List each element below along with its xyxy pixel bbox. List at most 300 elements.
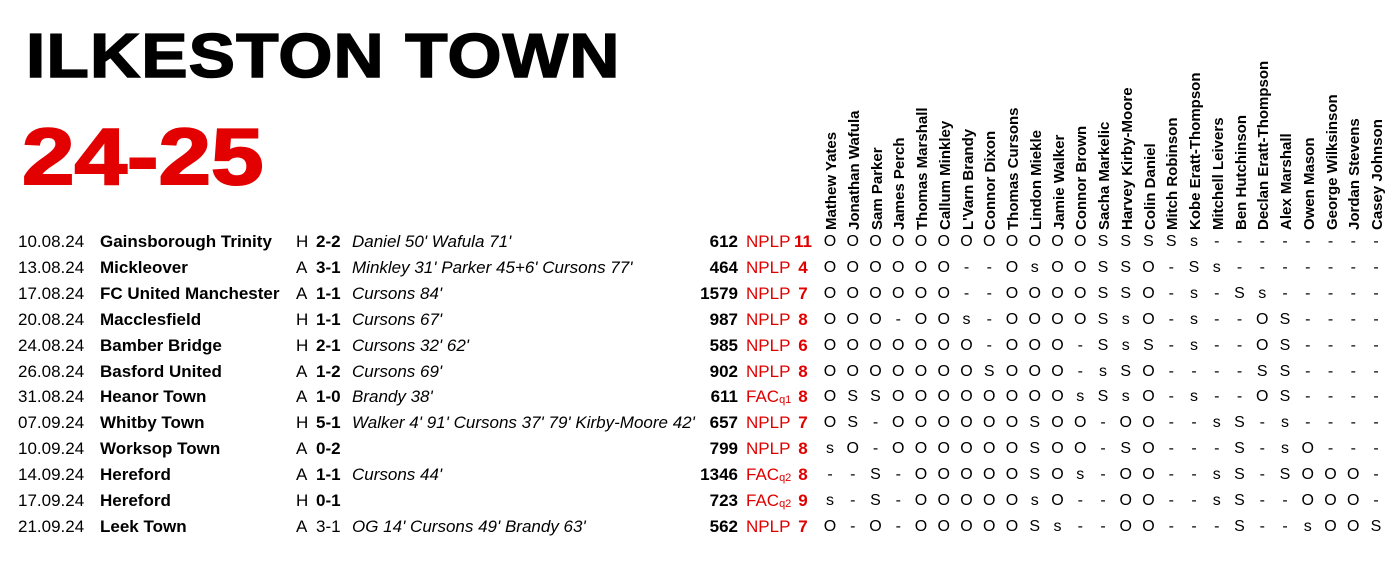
competition-round: q2 (779, 472, 792, 485)
appearance-mark: O (1051, 440, 1064, 458)
appearance-mark: O (960, 414, 973, 432)
appearance-mark: O (983, 233, 996, 250)
appearance-mark: s (1121, 336, 1130, 354)
appearance-mark: S (1097, 258, 1109, 276)
appearance-mark: O (1005, 440, 1019, 458)
opponent-name: Heanor Town (100, 387, 207, 407)
appearance-mark: O (1051, 310, 1064, 328)
appearance-mark: O (869, 310, 882, 328)
appearance-mark: O (960, 336, 973, 354)
player-name-header: George Wilksinson (1323, 94, 1341, 230)
appearance-mark: - (1214, 284, 1220, 302)
appearance-mark: S (1120, 233, 1132, 250)
appearance-mark: O (1324, 517, 1337, 535)
appearance-mark: O (869, 336, 882, 354)
appearance-mark: - (1327, 284, 1334, 302)
appearance-mark: O (983, 414, 996, 432)
appearance-mark: - (1259, 492, 1265, 509)
opponent-name: Basford United (100, 361, 222, 381)
appearance-mark: - (963, 258, 970, 276)
appearance-mark: O (960, 388, 973, 406)
competition-round: q2 (779, 498, 792, 510)
appearance-mark: O (1142, 414, 1155, 432)
appearance-mark: O (937, 233, 950, 250)
attendance: 1346 (700, 465, 738, 485)
appearance-mark: - (1259, 414, 1265, 432)
player-name-header: James Perch (891, 137, 909, 230)
appearance-mark: S (1029, 440, 1041, 458)
appearance-mark: O (869, 233, 882, 250)
appearance-mark: - (963, 284, 970, 302)
appearance-mark: - (1077, 492, 1083, 509)
appearance-mark: O (1142, 310, 1155, 328)
goal-scorers: Minkley 31' Parker 45+6' Cursons 77' (352, 257, 633, 277)
match-score: 3-1 (316, 516, 341, 536)
venue-indicator: A (296, 387, 308, 407)
attendance: 723 (709, 491, 738, 510)
appearance-mark: O (892, 233, 905, 250)
competition-code (746, 436, 790, 462)
appearance-mark: - (1327, 233, 1334, 250)
attendance: 464 (709, 257, 738, 277)
player-name-header: Sam Parker (868, 147, 886, 230)
appearance-mark: S (1234, 492, 1245, 509)
appearance-mark: S (1029, 517, 1041, 535)
appearance-mark: O (823, 284, 837, 302)
appearance-mark: - (1327, 258, 1334, 276)
appearance-mark: O (1051, 258, 1064, 276)
appearance-mark: O (1005, 414, 1019, 432)
appearance-mark: s (1190, 388, 1198, 406)
player-name-header: Jordan Stevens (1346, 118, 1364, 230)
match-date: 14.09.24 (18, 465, 85, 485)
venue-indicator: H (296, 335, 309, 355)
appearance-mark: O (823, 362, 837, 380)
match-date: 21.09.24 (18, 516, 85, 536)
appearance-mark: O (983, 388, 996, 406)
appearance-mark: - (1305, 258, 1311, 276)
appearance-mark: s (1121, 388, 1130, 406)
appearance-mark: O (1051, 284, 1064, 302)
appearance-mark: - (1305, 336, 1311, 354)
appearance-mark: s (1121, 310, 1130, 328)
appearance-mark: O (1347, 517, 1360, 535)
appearance-mark: - (1077, 362, 1083, 380)
appearance-mark: O (1324, 466, 1337, 484)
goal-scorers: Cursons 67' (352, 309, 443, 329)
appearance-mark: - (1191, 440, 1197, 458)
match-count: 4 (798, 257, 808, 277)
appearance-mark: - (1168, 362, 1174, 380)
competition-code (746, 281, 790, 307)
match-date: 07.09.24 (18, 413, 85, 433)
competition-name: NPLP (746, 361, 791, 381)
appearance-mark: s (1190, 284, 1198, 302)
appearance-mark: O (1074, 440, 1087, 458)
venue-indicator: A (296, 516, 308, 536)
appearance-mark: - (1305, 388, 1311, 406)
appearance-mark: S (983, 362, 995, 380)
appearance-mark: s (1212, 414, 1221, 432)
match-count: 7 (798, 413, 808, 433)
appearance-mark: S (847, 388, 859, 406)
match-count: 8 (798, 361, 808, 381)
appearance-mark: O (846, 440, 859, 458)
appearance-mark: - (1259, 258, 1265, 276)
appearance-mark: O (823, 388, 837, 406)
match-date: 10.09.24 (18, 439, 85, 459)
appearance-mark: S (1097, 310, 1109, 328)
venue-indicator: H (296, 491, 309, 510)
venue-indicator: H (296, 232, 309, 251)
appearance-mark: O (892, 440, 905, 458)
attendance: 562 (709, 516, 738, 536)
appearance-mark: - (1100, 466, 1106, 484)
appearance-mark: O (869, 362, 882, 380)
appearance-mark: - (1168, 310, 1174, 328)
appearance-mark: O (1256, 336, 1269, 354)
appearance-mark: s (1212, 466, 1221, 484)
goal-scorers: Walker 4' 91' Cursons 37' 79' Kirby-Moore 42' (352, 413, 695, 433)
match-date: 20.08.24 (18, 309, 85, 329)
appearance-mark: O (937, 440, 950, 458)
appearance-mark: - (1168, 284, 1174, 302)
appearance-mark: O (937, 414, 950, 432)
appearance-mark: - (1373, 310, 1379, 328)
competition-name: NPLP (746, 309, 791, 329)
appearance-mark: O (869, 258, 882, 276)
attendance: 1579 (700, 283, 738, 303)
appearance-mark: O (1051, 362, 1064, 380)
appearance-mark: S (1234, 517, 1245, 535)
fixture-row (0, 281, 1394, 307)
appearance-mark: - (1373, 414, 1379, 432)
appearance-mark: S (1234, 466, 1245, 484)
appearance-mark: O (1256, 388, 1269, 406)
match-score: 2-1 (316, 335, 341, 355)
fixture-row (0, 410, 1394, 436)
match-date: 17.08.24 (18, 283, 85, 303)
appearance-mark: O (914, 362, 928, 380)
competition-name: NPLP (746, 283, 791, 303)
venue-indicator: H (296, 413, 309, 433)
appearance-mark: O (1119, 414, 1132, 432)
appearance-mark: O (846, 233, 859, 250)
appearance-mark: - (1236, 336, 1243, 354)
appearance-mark: O (1142, 440, 1155, 458)
appearance-mark: S (870, 492, 881, 509)
appearance-mark: - (986, 258, 992, 276)
appearance-mark: O (823, 258, 837, 276)
match-score: 1-2 (316, 361, 341, 381)
appearance-mark: - (1282, 517, 1288, 535)
competition-code (746, 462, 791, 488)
match-score: 1-0 (316, 387, 341, 407)
player-name-header: Jamie Walker (1050, 134, 1068, 230)
appearance-mark: O (1005, 233, 1019, 250)
competition-name: NPLP (746, 413, 791, 433)
venue-indicator: H (296, 309, 309, 329)
appearance-mark: O (1142, 284, 1155, 302)
appearance-mark: O (1028, 310, 1041, 328)
appearance-mark: - (1282, 284, 1288, 302)
player-name-header: L'Varn Brandy (959, 128, 977, 230)
competition-code (746, 514, 790, 540)
competition-name: NPLP (746, 439, 791, 459)
appearance-mark: - (986, 336, 992, 354)
appearance-mark: - (895, 517, 901, 535)
appearance-mark: O (937, 362, 950, 380)
appearance-mark: O (1324, 492, 1337, 509)
appearance-mark: O (937, 284, 950, 302)
appearance-mark: S (1188, 258, 1200, 276)
appearance-mark: - (1373, 284, 1379, 302)
appearance-mark: O (846, 284, 859, 302)
goal-scorers: Cursons 32' 62' (352, 335, 470, 355)
appearance-mark: O (1301, 466, 1314, 484)
appearance-mark: S (1279, 388, 1291, 406)
competition-code (746, 229, 790, 255)
fixture-row (0, 462, 1394, 488)
appearance-mark: O (983, 517, 996, 535)
match-score: 3-1 (316, 257, 341, 277)
player-name-header: Lindon Miekle (1027, 129, 1045, 230)
appearance-mark: - (1350, 388, 1356, 406)
appearance-mark: S (1143, 336, 1154, 354)
appearance-mark: - (986, 284, 992, 302)
appearance-mark: - (1350, 440, 1356, 458)
appearance-mark: - (1373, 258, 1379, 276)
goal-scorers: Daniel 50' Wafula 71' (352, 232, 512, 251)
appearance-mark: - (1373, 362, 1379, 380)
appearance-mark: S (1097, 233, 1109, 250)
appearance-mark: O (1051, 336, 1064, 354)
appearance-mark: O (846, 336, 859, 354)
appearance-mark: - (1191, 362, 1197, 380)
appearance-mark: O (1074, 233, 1087, 250)
appearance-mark: O (1142, 388, 1155, 406)
player-name-header: Alex Marshall (1278, 133, 1295, 230)
appearance-mark: - (1327, 440, 1334, 458)
match-score: 0-1 (316, 491, 341, 510)
match-date: 10.08.24 (18, 232, 85, 251)
appearance-mark: O (1028, 388, 1041, 406)
appearance-mark: - (1214, 517, 1220, 535)
competition-round: q1 (779, 394, 792, 407)
fixture-row (0, 514, 1394, 540)
appearance-mark: O (914, 336, 928, 354)
appearance-mark: S (1234, 284, 1245, 302)
appearance-mark: - (1373, 388, 1379, 406)
appearance-mark: - (1305, 233, 1311, 250)
competition-name: NPLP (746, 335, 791, 355)
appearance-mark: O (960, 440, 973, 458)
appearance-mark: O (1028, 336, 1041, 354)
appearance-mark: - (850, 492, 856, 509)
appearance-mark: - (1168, 492, 1174, 509)
venue-indicator: A (296, 361, 308, 381)
appearance-mark: s (1076, 466, 1085, 484)
match-count: 8 (798, 387, 808, 407)
appearance-mark: - (1259, 440, 1265, 458)
appearance-mark: O (937, 336, 950, 354)
appearance-mark: O (914, 466, 928, 484)
appearance-mark: - (1350, 362, 1356, 380)
appearance-mark: s (1190, 233, 1198, 250)
player-name-header: Casey Johnson (1369, 119, 1386, 230)
appearance-mark: - (872, 440, 879, 458)
appearance-mark: O (846, 310, 859, 328)
appearance-mark: O (983, 440, 996, 458)
player-name-header: Thomas Cursons (1005, 107, 1022, 230)
appearance-mark: - (1100, 517, 1106, 535)
appearance-mark: O (1005, 284, 1019, 302)
goal-scorers: Cursons 44' (352, 465, 443, 485)
appearance-mark: O (1119, 492, 1132, 509)
appearance-mark: - (827, 466, 833, 484)
appearance-mark: O (892, 414, 905, 432)
player-name-header: Connor Dixon (982, 130, 1000, 230)
appearance-mark: - (1327, 388, 1334, 406)
appearance-mark: O (892, 336, 905, 354)
appearance-mark: - (1168, 414, 1174, 432)
appearance-mark: O (846, 258, 859, 276)
appearance-mark: s (1190, 310, 1198, 328)
match-date: 26.08.24 (18, 361, 85, 381)
appearance-mark: - (1168, 388, 1174, 406)
appearance-mark: O (823, 310, 837, 328)
player-name-header: Mitch Robinson (1164, 117, 1182, 230)
appearance-mark: s (1281, 440, 1289, 458)
appearance-mark: O (1256, 310, 1269, 328)
opponent-name: Mickleover (100, 257, 188, 277)
appearance-mark: O (869, 517, 882, 535)
fixture-row (0, 488, 1394, 514)
appearance-mark: - (1373, 466, 1379, 484)
appearance-mark: - (1282, 492, 1288, 509)
fixture-row (0, 384, 1394, 410)
appearance-mark: O (823, 336, 837, 354)
appearance-mark: - (1077, 517, 1083, 535)
appearance-mark: O (1142, 466, 1155, 484)
appearance-mark: - (872, 414, 879, 432)
player-name-header: Colin Daniel (1141, 143, 1159, 230)
appearance-mark: S (847, 414, 859, 432)
appearance-mark: s (1281, 414, 1289, 432)
appearance-mark: - (1350, 336, 1356, 354)
appearance-mark: - (1305, 414, 1311, 432)
appearance-mark: O (960, 233, 973, 250)
fixture-row (0, 436, 1394, 462)
match-date: 24.08.24 (18, 335, 85, 355)
appearance-mark: S (1279, 336, 1291, 354)
appearance-mark: O (983, 492, 996, 509)
competition-code (746, 359, 790, 385)
appearance-mark: s (1212, 492, 1221, 509)
appearance-mark: S (1097, 284, 1109, 302)
attendance: 902 (709, 361, 738, 381)
appearance-mark: O (1142, 492, 1155, 509)
competition-name: FAC (746, 491, 780, 510)
appearance-mark: - (1350, 233, 1356, 250)
opponent-name: Hereford (100, 491, 171, 510)
appearance-mark: - (895, 466, 901, 484)
appearance-mark: - (1305, 310, 1311, 328)
season-label: 24-25 (22, 112, 264, 201)
competition-code (746, 384, 791, 410)
appearance-mark: O (1301, 492, 1314, 509)
appearance-mark: s (1030, 492, 1039, 509)
appearance-mark: - (1350, 284, 1356, 302)
goal-scorers: Cursons 84' (352, 283, 443, 303)
attendance: 799 (709, 439, 738, 459)
appearance-mark: s (1053, 517, 1062, 535)
appearance-mark: O (983, 466, 996, 484)
attendance: 611 (710, 387, 738, 407)
goal-scorers: Cursons 69' (352, 361, 443, 381)
appearance-mark: O (937, 310, 950, 328)
appearance-mark: S (1097, 388, 1109, 406)
appearance-mark: O (1347, 492, 1360, 509)
competition-name: NPLP (746, 257, 791, 277)
appearance-mark: - (895, 310, 901, 328)
player-name-header: Mitchell Leivers (1209, 117, 1227, 230)
appearance-mark: - (1168, 466, 1174, 484)
appearance-mark: - (1350, 310, 1356, 328)
player-name-header: Sacha Markelic (1096, 121, 1113, 230)
appearance-mark: O (1051, 233, 1064, 250)
appearance-mark: S (1370, 517, 1382, 535)
opponent-name: Macclesfield (100, 309, 202, 329)
appearance-mark: O (914, 284, 928, 302)
opponent-name: Bamber Bridge (100, 335, 222, 355)
appearance-mark: - (1373, 233, 1379, 250)
appearance-mark: O (1028, 284, 1041, 302)
appearance-mark: O (892, 388, 905, 406)
appearance-mark: - (1191, 414, 1197, 432)
appearance-mark: O (914, 492, 928, 509)
competition-code (746, 333, 790, 359)
competition-code (746, 255, 790, 281)
fixture-row (0, 229, 1394, 255)
attendance: 657 (709, 413, 738, 433)
appearance-mark: s (1190, 336, 1198, 354)
appearance-mark: - (1236, 310, 1243, 328)
appearance-mark: O (823, 517, 837, 535)
appearance-mark: S (1256, 362, 1268, 380)
appearance-mark: - (1168, 517, 1174, 535)
appearance-mark: S (1165, 233, 1177, 250)
player-name-header: Harvey Kirby-Moore (1118, 87, 1136, 230)
appearance-mark: S (1234, 440, 1245, 458)
fixture-row (0, 255, 1394, 281)
competition-name: NPLP (746, 516, 791, 536)
appearance-mark: S (1120, 258, 1132, 276)
appearance-mark: - (1168, 258, 1174, 276)
match-date: 13.08.24 (18, 257, 85, 277)
appearance-mark: - (1214, 388, 1220, 406)
competition-name: FAC (746, 465, 780, 485)
appearance-mark: O (1301, 440, 1314, 458)
competition-code (746, 488, 791, 514)
appearance-mark: s (1212, 258, 1221, 276)
match-count: 8 (798, 309, 808, 329)
appearance-mark: O (1142, 517, 1155, 535)
appearance-mark: - (1100, 414, 1106, 432)
competition-code (746, 307, 790, 333)
appearance-mark: O (1028, 233, 1041, 250)
appearance-mark: - (1168, 440, 1174, 458)
